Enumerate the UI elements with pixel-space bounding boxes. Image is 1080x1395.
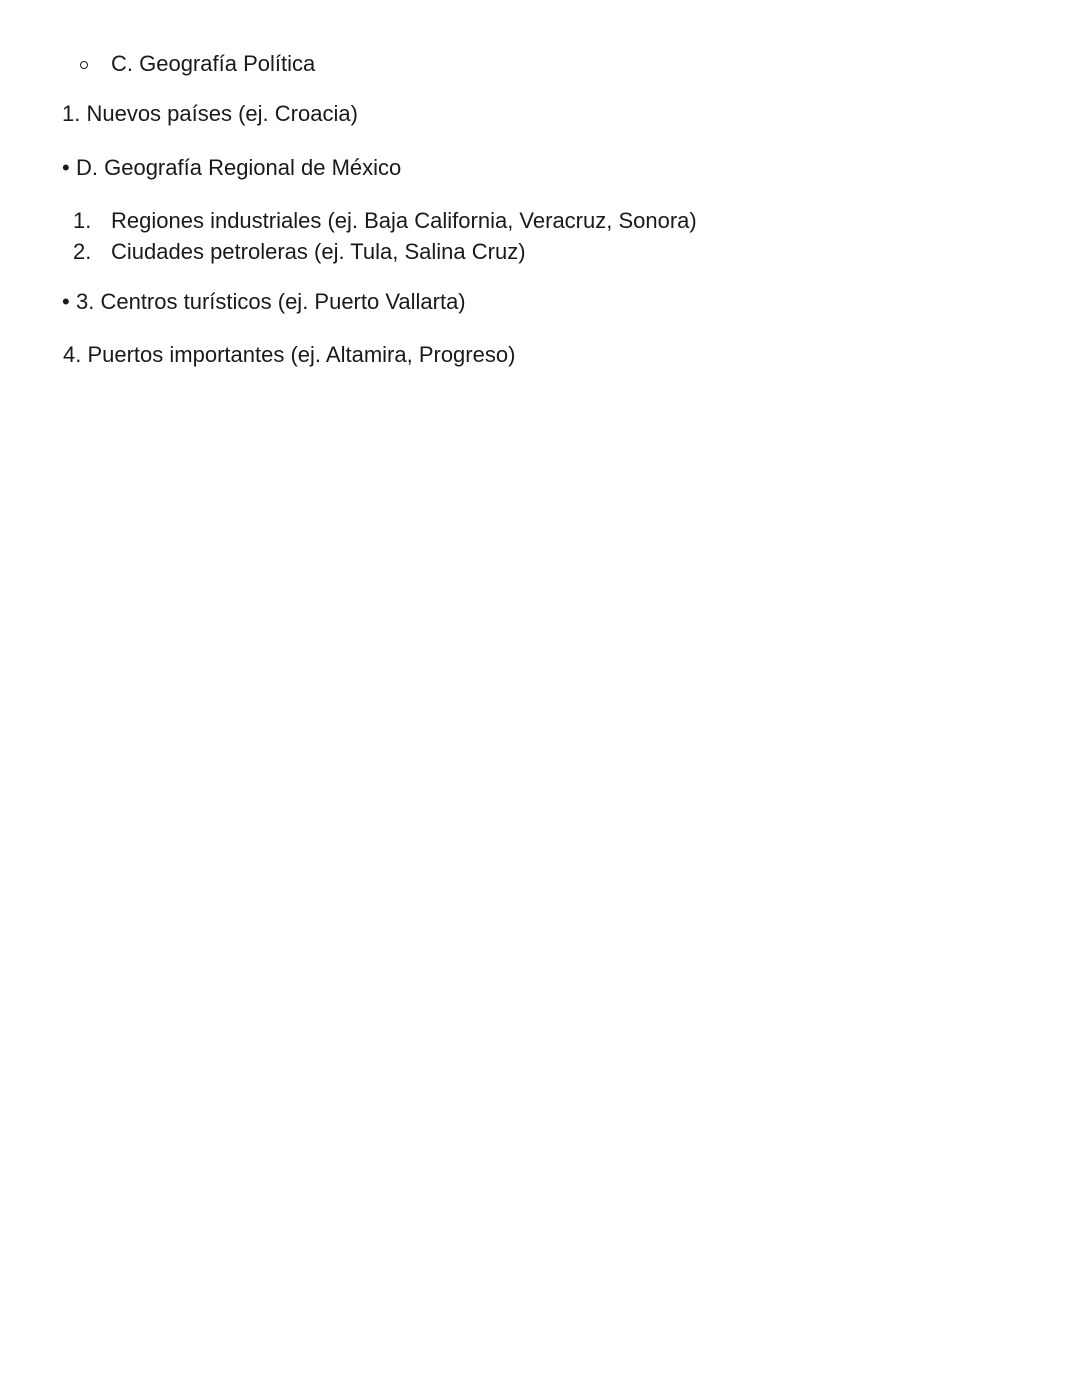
- centros-turisticos-text: 3. Centros turísticos (ej. Puerto Vallarta): [76, 289, 466, 314]
- list-item-text: Ciudades petroleras (ej. Tula, Salina Cruz): [111, 239, 526, 264]
- d-heading-bullet: •: [62, 155, 70, 180]
- d-heading-text: D. Geografía Regional de México: [76, 155, 402, 180]
- list-item-number: 2.: [73, 239, 92, 264]
- puertos-text: 4. Puertos importantes (ej. Altamira, Progreso): [63, 342, 516, 367]
- c-heading-text: C. Geografía Política: [111, 51, 316, 76]
- list-item-text: Regiones industriales (ej. Baja California, Veracruz, Sonora): [111, 208, 697, 233]
- centros-bullet: •: [62, 289, 70, 314]
- list-item-number: 1.: [73, 208, 92, 233]
- nuevos-paises-text: 1. Nuevos países (ej. Croacia): [62, 101, 358, 126]
- hollow-bullet-icon: [80, 61, 88, 69]
